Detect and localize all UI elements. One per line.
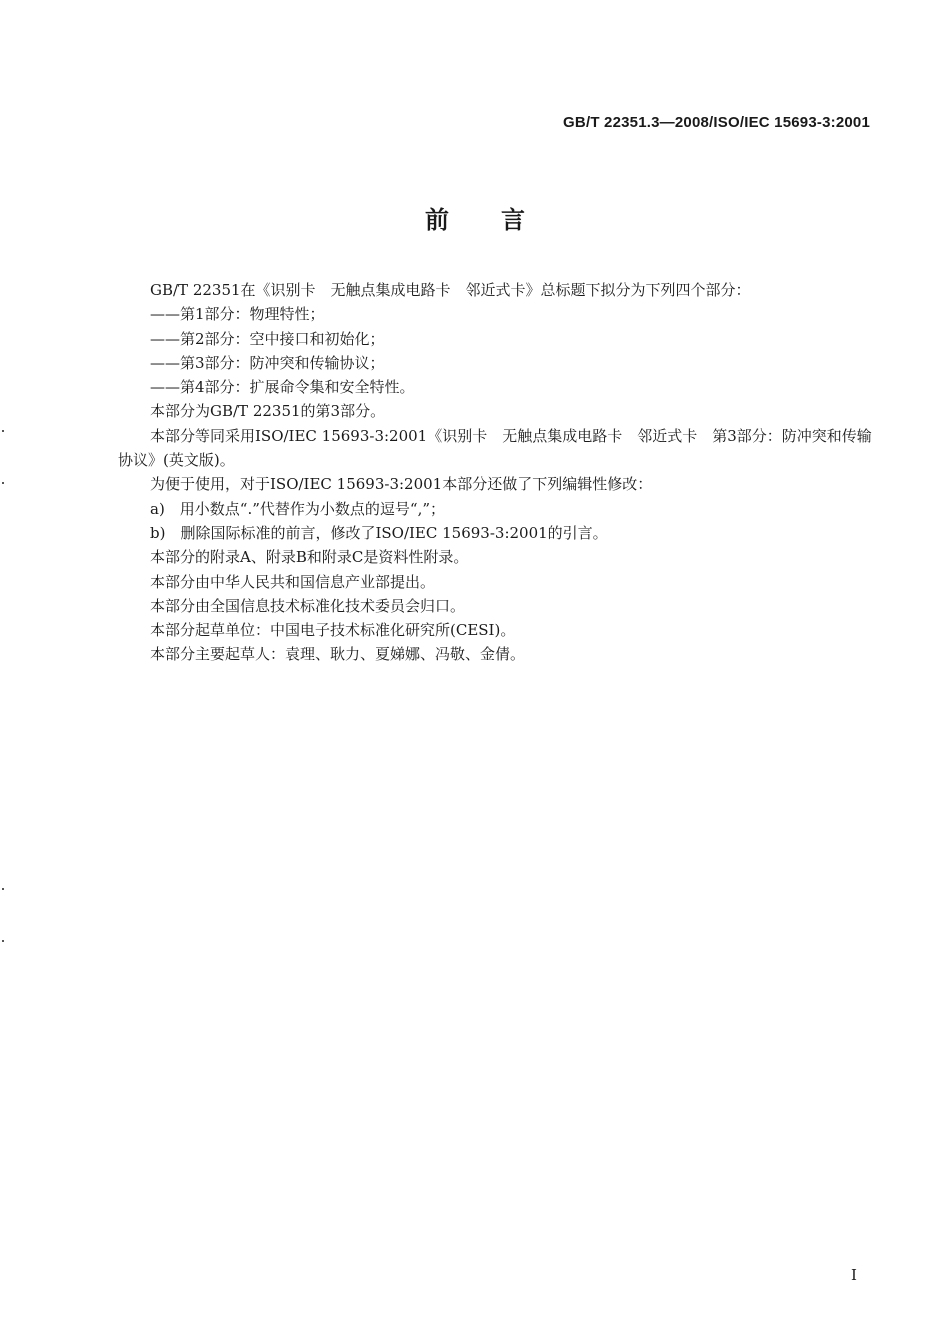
list-item-part-1: ——第1部分：物理特性；	[150, 305, 325, 324]
scan-mark	[2, 888, 4, 890]
page-number: I	[851, 1266, 857, 1284]
scan-mark	[2, 482, 4, 484]
paragraph-annexes: 本部分的附录A、附录B和附录C是资料性附录。	[150, 548, 469, 567]
page-title: 前言	[425, 206, 577, 234]
scan-mark	[2, 940, 4, 942]
list-item-edit-b: b) 删除国际标准的前言，修改了ISO/IEC 15693-3:2001的引言。	[150, 523, 608, 542]
paragraph-drafting-unit: 本部分起草单位：中国电子技术标准化研究所(CESI)。	[150, 621, 516, 640]
paragraph-drafters: 本部分主要起草人：袁理、耿力、夏娣娜、冯敬、金倩。	[150, 645, 526, 664]
paragraph-intro: GB/T 22351在《识别卡 无触点集成电路卡 邻近式卡》总标题下拟分为下列四个部分：	[150, 281, 751, 299]
standard-number: GB/T 22351.3—2008/ISO/IEC 15693-3:2001	[563, 114, 870, 131]
scan-mark	[2, 430, 4, 432]
list-item-part-3: ——第3部分：防冲突和传输协议；	[150, 353, 385, 372]
list-item-part-2: ——第2部分：空中接口和初始化；	[150, 329, 385, 348]
paragraph-scope: 本部分为GB/T 22351的第3部分。	[150, 402, 386, 421]
list-item-edit-a: a) 用小数点“.”代替作为小数点的逗号“,”；	[150, 499, 446, 518]
paragraph-edits: 为便于使用，对于ISO/IEC 15693-3:2001本部分还做了下列编辑性修改：	[150, 475, 653, 494]
foreword-body	[118, 278, 878, 667]
list-item-part-4: ——第4部分：扩展命令集和安全特性。	[150, 378, 415, 397]
paragraph-adoption: 本部分等同采用ISO/IEC 15693-3:2001《识别卡 无触点集成电路卡 邻近式卡 第3部分：防冲突和传输协议》(英文版)。	[118, 426, 872, 470]
paragraph-proposer: 本部分由中华人民共和国信息产业部提出。	[150, 572, 436, 591]
paragraph-committee: 本部分由全国信息技术标准化技术委员会归口。	[150, 596, 466, 615]
